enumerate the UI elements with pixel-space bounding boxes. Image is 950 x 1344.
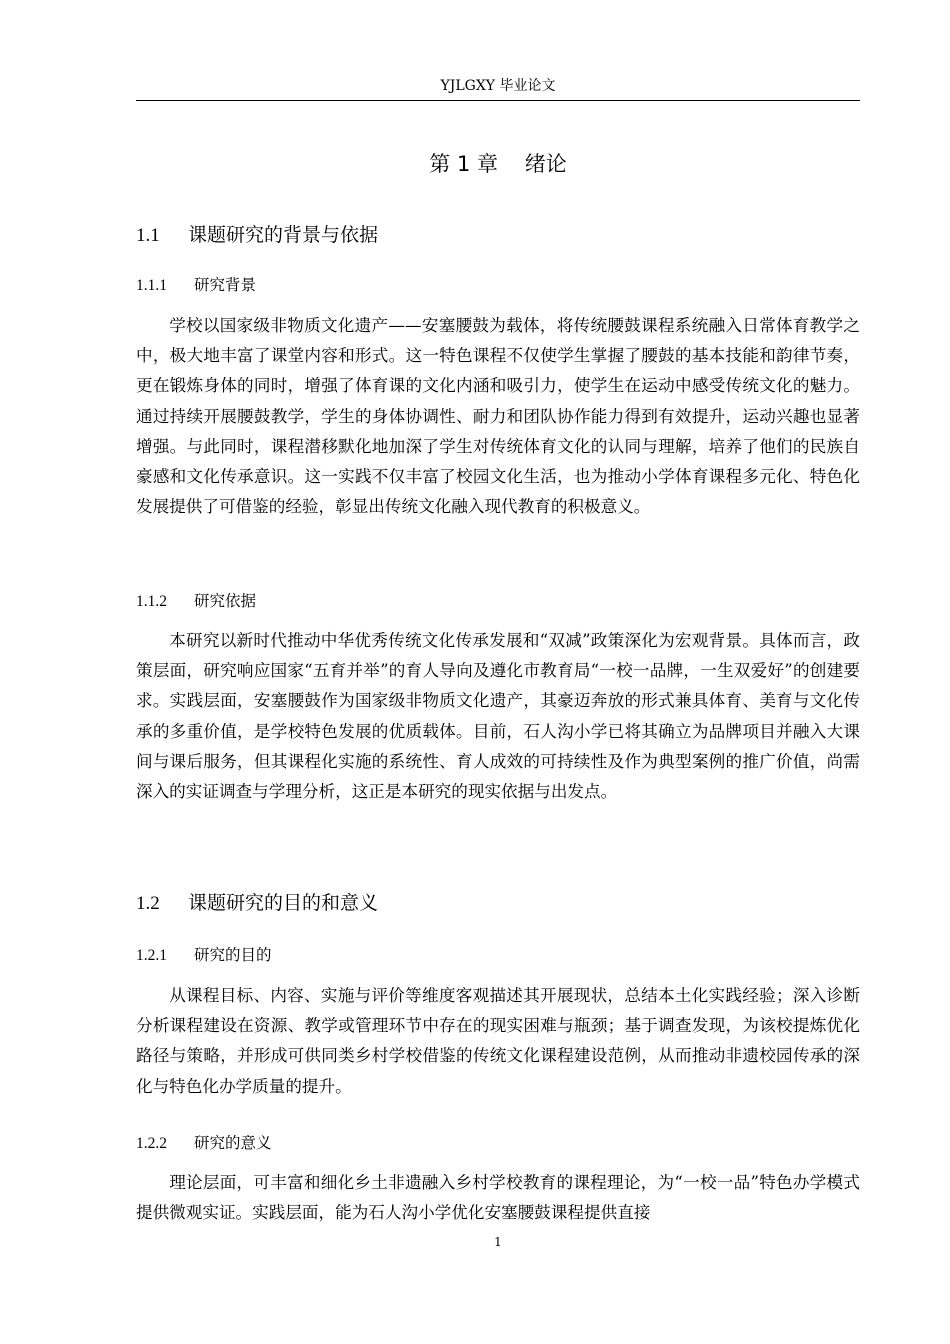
paragraph-research-purpose: 从课程目标、内容、实施与评价等维度客观描述其开展现状，总结本土化实践经验；深入诊断分析课程建设在资源、教学或管理环节中存在的现实困难与瓶颈；基于调查发现，为该校提炼优化路径与策略，并形成可供同类乡村学校借鉴的传统文化课程建设范例，从而推动非遗校园传承的深化与特色化办学质量的提升。 (136, 986, 860, 1096)
section-1-2-2-heading (136, 1132, 860, 1155)
section-number: 1.1.1 (136, 277, 167, 294)
section-title: 研究的意义 (194, 1134, 272, 1152)
section-title: 研究背景 (194, 276, 257, 294)
page-number: 1 (494, 1235, 502, 1249)
section-1-1-1-heading (136, 274, 860, 297)
chapter-title: 第 1 章 绪论 (429, 152, 567, 176)
section-title: 研究的目的 (194, 946, 272, 964)
section-number: 1.1.2 (136, 593, 167, 610)
page-header: YJLGXY 毕业论文 (440, 78, 556, 94)
section-number: 1.2 (136, 893, 160, 914)
section-number: 1.2.1 (136, 947, 167, 964)
section-title: 研究依据 (194, 592, 257, 610)
section-title: 课题研究的背景与依据 (188, 224, 379, 246)
section-number: 1.1 (136, 225, 160, 246)
section-1-1-heading (136, 222, 860, 249)
section-title: 课题研究的目的和意义 (188, 892, 379, 914)
section-1-1-2-heading (136, 590, 860, 613)
paragraph-research-background: 学校以国家级非物质文化遗产——安塞腰鼓为载体，将传统腰鼓课程系统融入日常体育教学之中，极大地丰富了课堂内容和形式。这一特色课程不仅使学生掌握了腰鼓的基本技能和韵律节奏，更在锻炼身体的同时，增强了体育课的文化内涵和吸引力，使学生在运动中感受传统文化的魅力。通过持续开展腰鼓教学，学生的身体协调性、耐力和团队协作能力得到有效提升，运动兴趣也显著增强。与此同时，课程潜移默化地加深了学生对传统体育文化的认同与理解，培养了他们的民族自豪感和文化传承意识。这一实践不仅丰富了校园文化生活，也为推动小学体育课程多元化、特色化发展提供了可借鉴的经验，彰显出传统文化融入现代教育的积极意义。 (136, 316, 860, 517)
section-1-2-1-heading (136, 944, 860, 967)
section-number: 1.2.2 (136, 1135, 167, 1152)
paragraph-research-basis: 本研究以新时代推动中华优秀传统文化传承发展和“双减”政策深化为宏观背景。具体而言，政策层面，研究响应国家“五育并举”的育人导向及遵化市教育局“一校一品牌，一生双爱好”的创建要求。实践层面，安塞腰鼓作为国家级非物质文化遗产，其豪迈奔放的形式兼具体育、美育与文化传承的多重价值，是学校特色发展的优质载体。目前，石人沟小学已将其确立为品牌项目并融入大课间与课后服务，但其课程化实施的系统性、育人成效的可持续性及作为典型案例的推广价值，尚需深入的实证调查与学理分析，这正是本研究的现实依据与出发点。 (136, 631, 860, 802)
paragraph-research-significance: 理论层面，可丰富和细化乡土非遗融入乡村学校教育的课程理论，为“一校一品”特色办学模式提供微观实证。实践层面，能为石人沟小学优化安塞腰鼓课程提供直接 (136, 1173, 860, 1223)
section-1-2-heading (136, 890, 860, 917)
header-rule (136, 100, 860, 101)
